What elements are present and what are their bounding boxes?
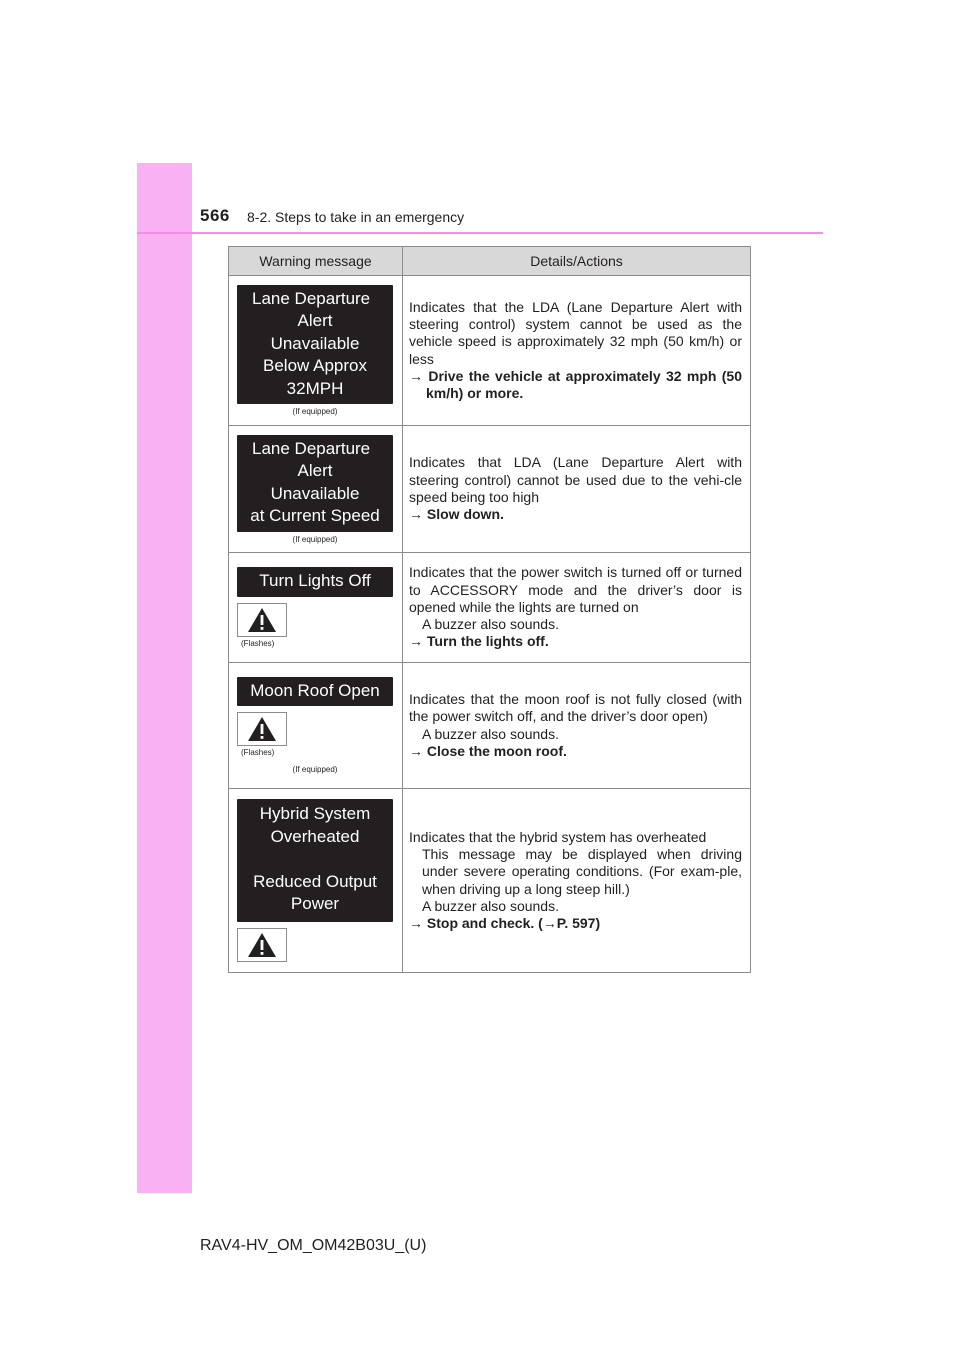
lda-current-speed-display: [237, 435, 393, 532]
warning-image-cell: [229, 276, 403, 426]
warning-image-cell: [229, 789, 403, 973]
if-equipped-caption: (If equipped): [292, 765, 338, 775]
details-text: Indicates that the hybrid system has overheated: [409, 828, 707, 845]
warning-triangle-icon: [247, 932, 277, 958]
display-line: Unavailable: [270, 483, 360, 503]
details-text: Indicates that LDA (Lane Departure Alert with steering control) cannot be used due to the vehi-cle speed being too high: [409, 454, 742, 505]
lda-below-speed-display: [237, 285, 393, 405]
warning-image-cell: [229, 553, 403, 663]
display-line: at Current Speed: [250, 506, 380, 525]
table-row: [229, 276, 751, 426]
details-cell: [403, 426, 751, 553]
flashes-caption: (Flashes): [241, 638, 275, 648]
warning-image-cell: [229, 426, 403, 553]
details-cell: [403, 789, 751, 973]
action-text: → Turn the lights off.: [409, 633, 549, 650]
header-rule: [137, 232, 823, 234]
table-row: [229, 426, 751, 553]
action-text: → Drive the vehicle at approximately 32 mph (50 km/h) or more.: [409, 367, 742, 402]
if-equipped-caption: (If equipped): [292, 534, 338, 544]
action-text: → Close the moon roof.: [409, 742, 567, 759]
display-line: Below Approx: [263, 356, 367, 376]
table-header-row: [229, 247, 751, 276]
display-line: Alert: [297, 461, 333, 480]
warning-triangle-box: [237, 712, 287, 746]
action-text: → Slow down.: [409, 506, 504, 523]
table-row: [229, 663, 751, 789]
warning-triangle-icon: [247, 607, 277, 633]
if-equipped-caption: (If equipped): [292, 407, 338, 417]
details-cell: [403, 663, 751, 789]
warning-triangle-icon: [247, 716, 277, 742]
details-text: Indicates that the power switch is turned off or turned to ACCESSORY mode and the driver’s door is opened while the lights are turned on: [409, 564, 742, 615]
details-text: Indicates that the moon roof is not fully closed (with the power switch off, and the driver’s door open): [409, 690, 742, 725]
action-text: → Stop and check. (→P. 597): [409, 915, 601, 932]
note-text: A buzzer also sounds.: [422, 725, 559, 742]
display-line: Hybrid System: [259, 804, 371, 824]
display-line: Alert: [297, 311, 333, 331]
display-line: Turn Lights Off: [259, 571, 371, 591]
details-text: Indicates that the LDA (Lane Departure Alert with steering control) system cannot be used as the vehicle speed is approximately 32 mph (50 km/h) or less: [409, 298, 742, 367]
display-line: [237, 848, 393, 871]
details-cell: [403, 276, 751, 426]
display-line: Overheated: [270, 826, 360, 846]
display-line: Moon Roof Open: [250, 680, 380, 700]
flashes-caption: (Flashes): [241, 748, 275, 758]
display-line: Power: [290, 894, 340, 914]
note-text: A buzzer also sounds.: [422, 616, 559, 633]
display-line: Lane Departure: [252, 438, 371, 458]
display-line: Lane Departure: [252, 288, 371, 308]
page-number: 566: [200, 206, 230, 225]
table-row: [229, 553, 751, 663]
column-header-details-actions: Details/Actions: [403, 247, 751, 276]
document-code: RAV4-HV_OM_OM42B03U_(U): [200, 1237, 427, 1254]
note-text: This message may be displayed when driving under severe operating conditions. (For exam-ple, when driving up a long steep hill.): [422, 845, 742, 897]
display-line: Reduced Output: [253, 871, 377, 891]
display-line: Unavailable: [270, 333, 360, 353]
warning-message-table: [228, 246, 751, 973]
warning-triangle-box: [237, 603, 287, 637]
details-cell: [403, 553, 751, 663]
hybrid-overheated-display: [237, 799, 393, 922]
table-row: [229, 789, 751, 973]
section-title: 8-2. Steps to take in an emergency: [247, 209, 465, 225]
column-header-warning-message: Warning message: [229, 247, 403, 276]
warning-triangle-box: [237, 928, 287, 962]
warning-image-cell: [229, 663, 403, 789]
note-text: A buzzer also sounds.: [422, 897, 559, 914]
turn-lights-off-display: [237, 567, 393, 597]
display-line: 32MPH: [286, 378, 344, 398]
side-thumb-tab: [137, 163, 192, 1193]
moon-roof-open-display: [237, 677, 393, 707]
